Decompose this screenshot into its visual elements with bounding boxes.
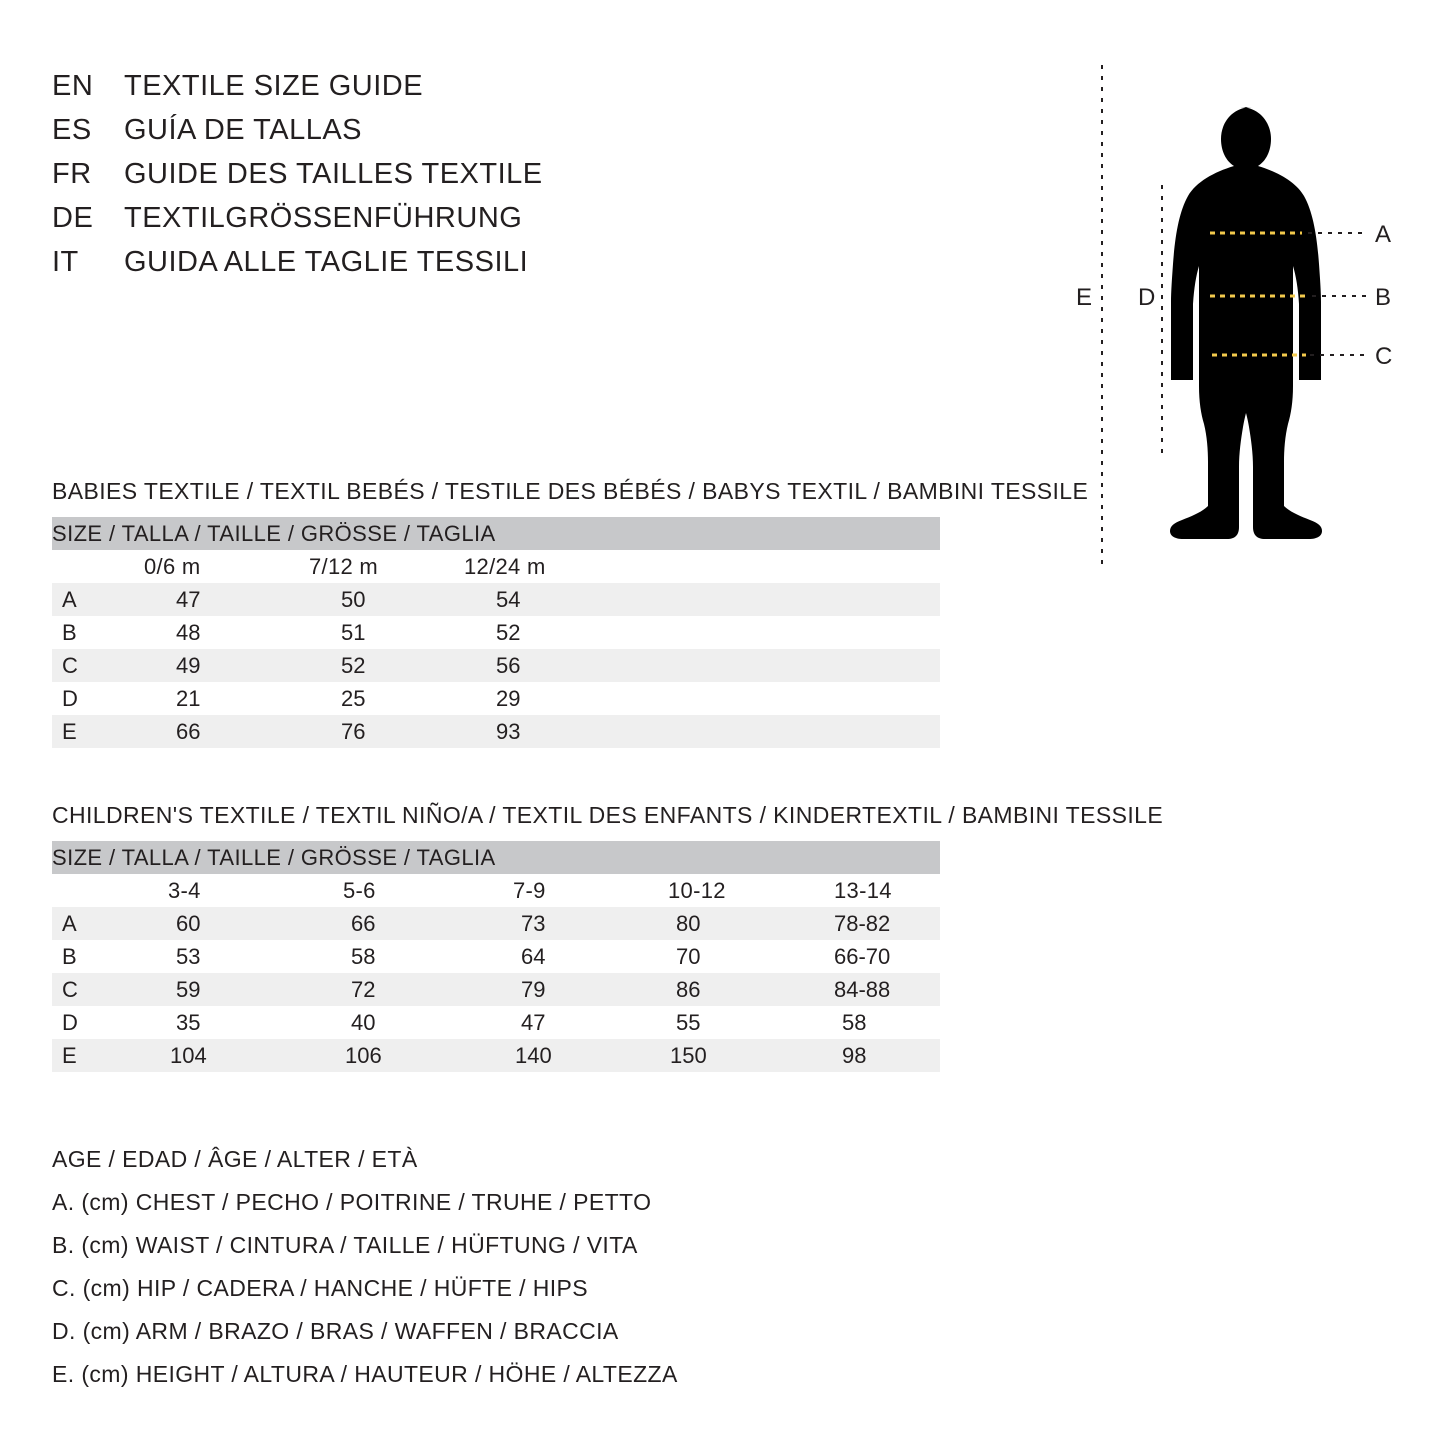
children-col-header: 7-9 xyxy=(489,874,644,907)
row-letter: C xyxy=(52,649,144,682)
row-letter: B xyxy=(52,616,144,649)
row-letter: D xyxy=(52,1006,144,1039)
cell-value: 58 xyxy=(810,1006,940,1039)
children-size-table xyxy=(52,841,940,1072)
cell-value: 29 xyxy=(464,682,940,715)
cell-value: 54 xyxy=(464,583,940,616)
cell-value: 55 xyxy=(644,1006,810,1039)
cell-value: 52 xyxy=(464,616,940,649)
table-header-band xyxy=(52,517,940,550)
language-code: EN xyxy=(52,70,94,102)
empty-corner-cell xyxy=(52,874,144,907)
children-size-band-label: SIZE / TALLA / TAILLE / GRÖSSE / TAGLIA xyxy=(52,841,940,874)
children-column-headers xyxy=(52,874,940,907)
row-letter: C xyxy=(52,973,144,1006)
language-title: TEXTILE SIZE GUIDE xyxy=(124,70,424,102)
language-title: GUÍA DE TALLAS xyxy=(124,114,363,146)
legend-block xyxy=(52,1138,952,1396)
figure-label-a: A xyxy=(1375,221,1392,248)
language-row xyxy=(52,202,752,246)
cell-value: 56 xyxy=(464,649,940,682)
language-row xyxy=(52,158,752,202)
cell-value: 98 xyxy=(810,1039,940,1072)
legend-line-age: AGE / EDAD / ÂGE / ALTER / ETÀ xyxy=(52,1146,418,1172)
language-title: GUIDA ALLE TAGLIE TESSILI xyxy=(124,246,529,278)
legend-line-chest: A. (cm) CHEST / PECHO / POITRINE / TRUHE / PETTO xyxy=(52,1189,652,1215)
language-code: ES xyxy=(52,114,92,146)
cell-value: 49 xyxy=(144,649,309,682)
babies-column-headers xyxy=(52,550,940,583)
table-row xyxy=(52,583,940,616)
figure-label-d: D xyxy=(1138,284,1156,311)
cell-value: 76 xyxy=(309,715,464,748)
cell-value: 106 xyxy=(319,1039,489,1072)
cell-value: 50 xyxy=(309,583,464,616)
babies-size-band-label: SIZE / TALLA / TAILLE / GRÖSSE / TAGLIA xyxy=(52,517,940,550)
legend-line-height: E. (cm) HEIGHT / ALTURA / HAUTEUR / HÖHE / ALTEZZA xyxy=(52,1361,678,1387)
row-letter: B xyxy=(52,940,144,973)
row-letter: E xyxy=(52,1039,144,1072)
table-row xyxy=(52,715,940,748)
cell-value: 66-70 xyxy=(810,940,940,973)
cell-value: 73 xyxy=(489,907,644,940)
figure-label-e: E xyxy=(1076,284,1093,311)
cell-value: 86 xyxy=(644,973,810,1006)
cell-value: 58 xyxy=(319,940,489,973)
table-row xyxy=(52,649,940,682)
row-letter: A xyxy=(52,907,144,940)
table-row xyxy=(52,616,940,649)
row-letter: D xyxy=(52,682,144,715)
cell-value: 72 xyxy=(319,973,489,1006)
cell-value: 66 xyxy=(319,907,489,940)
cell-value: 53 xyxy=(144,940,319,973)
legend-line-arm: D. (cm) ARM / BRAZO / BRAS / WAFFEN / BRACCIA xyxy=(52,1318,619,1344)
language-title: GUIDE DES TAILLES TEXTILE xyxy=(124,158,543,190)
cell-value: 25 xyxy=(309,682,464,715)
cell-value: 40 xyxy=(319,1006,489,1039)
babies-section-title: BABIES TEXTILE / TEXTIL BEBÉS / TESTILE DES BÉBÉS / BABYS TEXTIL / BAMBINI TESSILE xyxy=(52,478,1089,504)
babies-col-header: 0/6 m xyxy=(144,550,309,583)
cell-value: 140 xyxy=(489,1039,644,1072)
cell-value: 150 xyxy=(644,1039,810,1072)
legend-line-hip: C. (cm) HIP / CADERA / HANCHE / HÜFTE / HIPS xyxy=(52,1275,589,1301)
language-title: TEXTILGRÖSSENFÜHRUNG xyxy=(124,202,523,234)
babies-col-header: 7/12 m xyxy=(309,550,464,583)
table-row xyxy=(52,940,940,973)
cell-value: 48 xyxy=(144,616,309,649)
empty-corner-cell xyxy=(52,550,144,583)
cell-value: 47 xyxy=(489,1006,644,1039)
cell-value: 78-82 xyxy=(810,907,940,940)
cell-value: 79 xyxy=(489,973,644,1006)
cell-value: 84-88 xyxy=(810,973,940,1006)
figure-label-c: C xyxy=(1375,343,1393,370)
language-code: DE xyxy=(52,202,94,234)
table-row xyxy=(52,1006,940,1039)
children-col-header: 10-12 xyxy=(644,874,810,907)
babies-col-header: 12/24 m xyxy=(464,550,940,583)
child-silhouette-icon xyxy=(1170,107,1322,539)
babies-size-table xyxy=(52,517,940,748)
children-section-title: CHILDREN'S TEXTILE / TEXTIL NIÑO/A / TEXTIL DES ENFANTS / KINDERTEXTIL / BAMBINI TESSILE xyxy=(52,802,1164,828)
language-code: FR xyxy=(52,158,92,190)
table-row xyxy=(52,682,940,715)
row-letter: A xyxy=(52,583,144,616)
children-col-header: 5-6 xyxy=(319,874,489,907)
children-col-header: 13-14 xyxy=(810,874,940,907)
cell-value: 80 xyxy=(644,907,810,940)
table-row xyxy=(52,907,940,940)
children-section xyxy=(52,802,1392,1072)
cell-value: 35 xyxy=(144,1006,319,1039)
table-row xyxy=(52,1039,940,1072)
language-code: IT xyxy=(52,246,79,278)
figure-label-b: B xyxy=(1375,284,1392,311)
language-row xyxy=(52,246,752,290)
language-row xyxy=(52,70,752,114)
row-letter: E xyxy=(52,715,144,748)
table-row xyxy=(52,973,940,1006)
cell-value: 47 xyxy=(144,583,309,616)
cell-value: 60 xyxy=(144,907,319,940)
babies-section xyxy=(52,478,1392,748)
language-row xyxy=(52,114,752,158)
table-header-band xyxy=(52,841,940,874)
children-col-header: 3-4 xyxy=(144,874,319,907)
cell-value: 104 xyxy=(144,1039,319,1072)
language-header-block xyxy=(52,70,752,290)
cell-value: 66 xyxy=(144,715,309,748)
legend-line-waist: B. (cm) WAIST / CINTURA / TAILLE / HÜFTUNG / VITA xyxy=(52,1232,638,1258)
cell-value: 52 xyxy=(309,649,464,682)
cell-value: 93 xyxy=(464,715,940,748)
cell-value: 51 xyxy=(309,616,464,649)
cell-value: 70 xyxy=(644,940,810,973)
cell-value: 21 xyxy=(144,682,309,715)
cell-value: 59 xyxy=(144,973,319,1006)
cell-value: 64 xyxy=(489,940,644,973)
